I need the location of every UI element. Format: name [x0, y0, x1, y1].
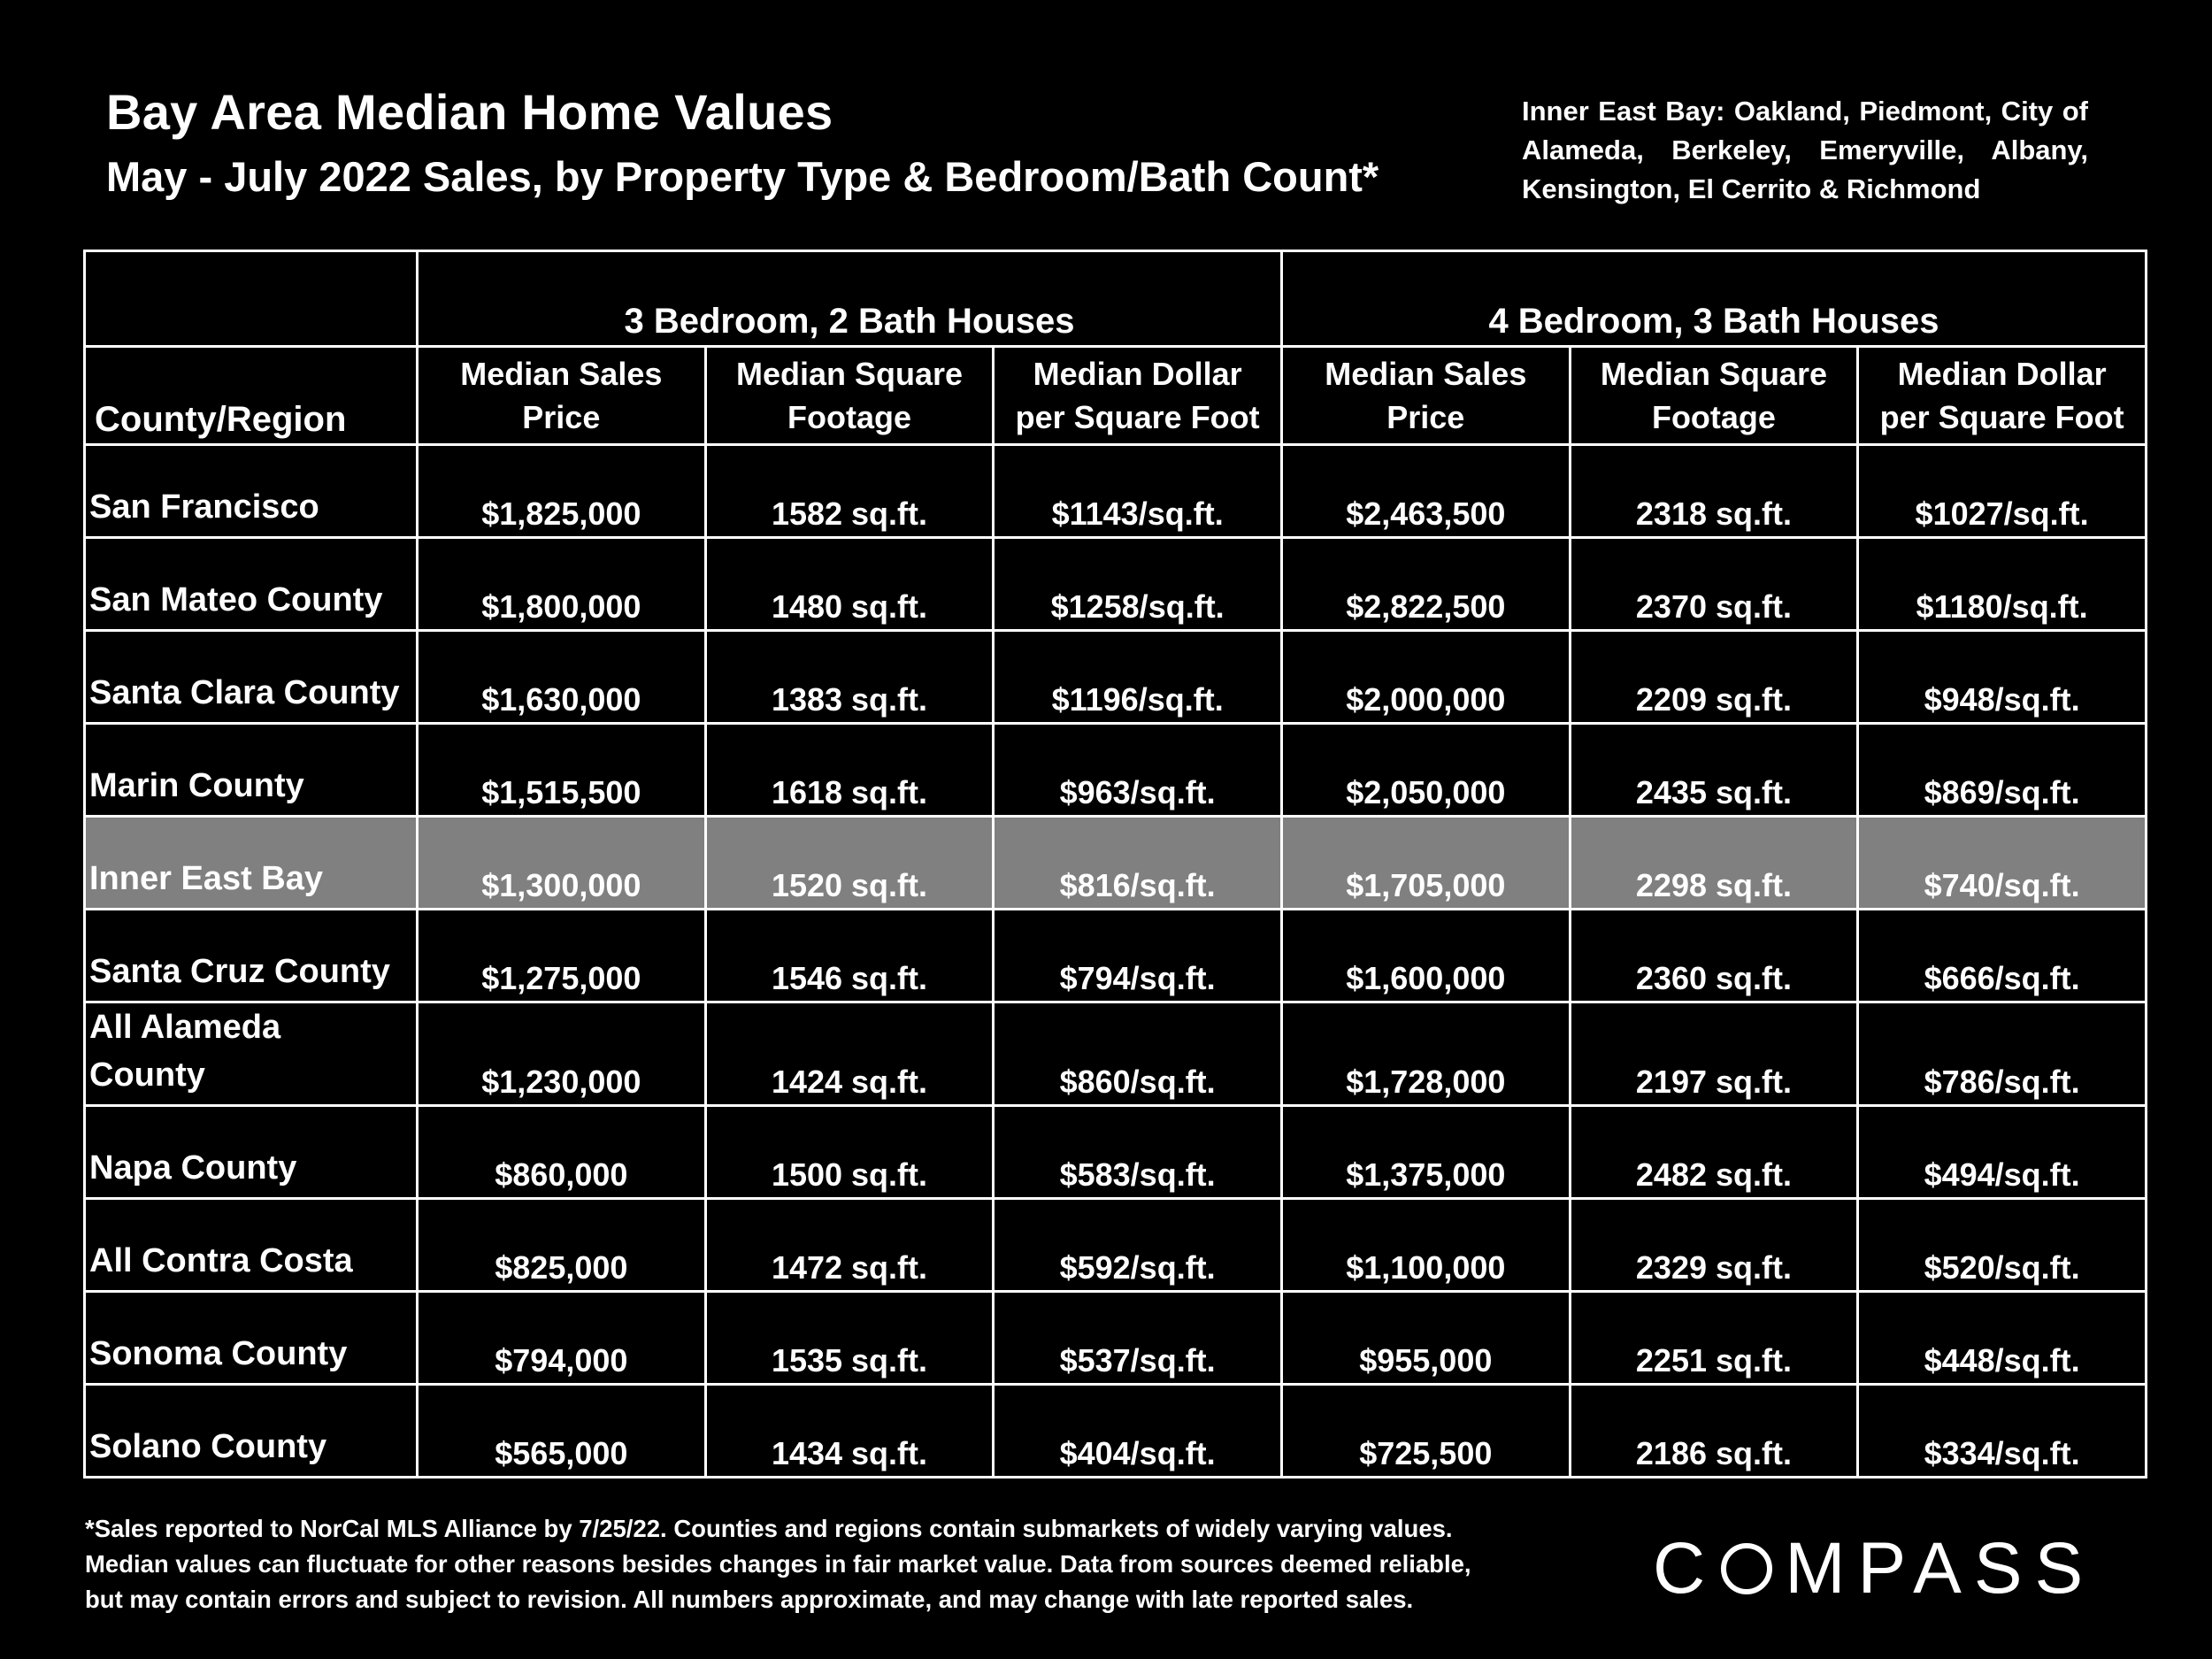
region-cell: Inner East Bay	[85, 817, 418, 910]
value-cell: $1,825,000	[418, 445, 706, 538]
column-header-line: Footage	[787, 399, 911, 435]
table-row	[85, 1385, 2147, 1478]
footnote-line: *Sales reported to NorCal MLS Alliance by 7/25/22. Counties and regions contain submarkets of widely varying values.	[85, 1515, 1453, 1542]
value-cell: $448/sq.ft.	[1858, 1292, 2147, 1385]
region-column-header: County/Region	[85, 347, 418, 445]
value-cell: 1434 sq.ft.	[705, 1385, 994, 1478]
region-cell: Napa County	[85, 1106, 418, 1199]
value-cell: 2318 sq.ft.	[1570, 445, 1858, 538]
column-header-line: Median Dollar	[1033, 356, 1242, 392]
compass-logo	[1653, 1528, 2096, 1609]
value-cell: $1,515,500	[418, 724, 706, 817]
value-cell: $869/sq.ft.	[1858, 724, 2147, 817]
value-cell: 2251 sq.ft.	[1570, 1292, 1858, 1385]
region-cell: Santa Clara County	[85, 631, 418, 724]
value-cell: 2329 sq.ft.	[1570, 1199, 1858, 1292]
logo-letters: MPASS	[1785, 1528, 2096, 1609]
value-cell: $1027/sq.ft.	[1858, 445, 2147, 538]
value-cell: $816/sq.ft.	[994, 817, 1282, 910]
value-cell: $1258/sq.ft.	[994, 538, 1282, 631]
value-cell: 2186 sq.ft.	[1570, 1385, 1858, 1478]
column-header	[1858, 347, 2147, 445]
value-cell: $666/sq.ft.	[1858, 910, 2147, 1002]
value-cell: $1,630,000	[418, 631, 706, 724]
footnote-line: but may contain errors and subject to revision. All numbers approximate, and may change with late reported sales.	[85, 1586, 1414, 1613]
value-cell: $1,728,000	[1281, 1002, 1570, 1106]
column-header-line: Median Square	[1600, 356, 1827, 392]
column-header-line: Footage	[1651, 399, 1776, 435]
value-cell: $2,463,500	[1281, 445, 1570, 538]
value-cell: $1196/sq.ft.	[994, 631, 1282, 724]
value-cell: 1618 sq.ft.	[705, 724, 994, 817]
value-cell: $1,375,000	[1281, 1106, 1570, 1199]
value-cell: $565,000	[418, 1385, 706, 1478]
value-cell: $334/sq.ft.	[1858, 1385, 2147, 1478]
table-row	[85, 724, 2147, 817]
column-header	[418, 347, 706, 445]
value-cell: $1,230,000	[418, 1002, 706, 1106]
value-cell: 2435 sq.ft.	[1570, 724, 1858, 817]
value-cell: $794/sq.ft.	[994, 910, 1282, 1002]
value-cell: 2360 sq.ft.	[1570, 910, 1858, 1002]
region-cell: Sonoma County	[85, 1292, 418, 1385]
region-note: Inner East Bay: Oakland, Piedmont, City of Alameda, Berkeley, Emeryville, Albany, Kensington, El Cerrito & Richmond	[1522, 96, 2088, 204]
column-header-line: Median Square	[735, 356, 964, 392]
table-row	[85, 1002, 2147, 1106]
value-cell: $1,300,000	[418, 817, 706, 910]
value-cell: $1,600,000	[1281, 910, 1570, 1002]
region-line: All Alameda	[89, 1009, 281, 1046]
column-header-line: per Square Foot	[1015, 399, 1260, 435]
value-cell: $786/sq.ft.	[1858, 1002, 2147, 1106]
value-cell: $592/sq.ft.	[994, 1199, 1282, 1292]
value-cell: 2197 sq.ft.	[1570, 1002, 1858, 1106]
value-cell: $1,100,000	[1281, 1199, 1570, 1292]
region-cell: All Contra Costa	[85, 1199, 418, 1292]
region-line: County	[89, 1056, 205, 1094]
group-header-3bed: 3 Bedroom, 2 Bath Houses	[418, 251, 1282, 347]
column-header-line: Median Sales	[1325, 356, 1527, 392]
value-cell: 1535 sq.ft.	[705, 1292, 994, 1385]
value-cell: 1500 sq.ft.	[705, 1106, 994, 1199]
value-cell: $1180/sq.ft.	[1858, 538, 2147, 631]
logo-o-ring	[1721, 1543, 1772, 1594]
value-cell: $494/sq.ft.	[1858, 1106, 2147, 1199]
table-row	[85, 631, 2147, 724]
region-cell: San Mateo County	[85, 538, 418, 631]
value-cell: $1,275,000	[418, 910, 706, 1002]
page-subtitle: May - July 2022 Sales, by Property Type & Bedroom/Bath Count*	[106, 153, 1379, 200]
value-cell: $2,050,000	[1281, 724, 1570, 817]
home-values-table	[83, 250, 2147, 1479]
value-cell: 2370 sq.ft.	[1570, 538, 1858, 631]
value-cell: 2482 sq.ft.	[1570, 1106, 1858, 1199]
value-cell: $948/sq.ft.	[1858, 631, 2147, 724]
value-cell: $404/sq.ft.	[994, 1385, 1282, 1478]
table-row	[85, 1199, 2147, 1292]
column-header	[994, 347, 1282, 445]
value-cell: 2209 sq.ft.	[1570, 631, 1858, 724]
region-cell	[85, 1002, 418, 1106]
column-header	[1570, 347, 1858, 445]
value-cell: $860/sq.ft.	[994, 1002, 1282, 1106]
value-cell: 1383 sq.ft.	[705, 631, 994, 724]
region-cell: Santa Cruz County	[85, 910, 418, 1002]
column-header-line: Median Dollar	[1897, 356, 2107, 392]
empty-corner-cell	[85, 251, 418, 347]
table-row	[85, 445, 2147, 538]
region-cell: Marin County	[85, 724, 418, 817]
value-cell: $825,000	[418, 1199, 706, 1292]
region-cell: Solano County	[85, 1385, 418, 1478]
value-cell: $740/sq.ft.	[1858, 817, 2147, 910]
value-cell: 1472 sq.ft.	[705, 1199, 994, 1292]
column-header-line: Price	[522, 399, 601, 435]
value-cell: 1582 sq.ft.	[705, 445, 994, 538]
value-cell: $794,000	[418, 1292, 706, 1385]
column-header-line: Price	[1386, 399, 1465, 435]
value-cell: $955,000	[1281, 1292, 1570, 1385]
value-cell: $1143/sq.ft.	[994, 445, 1282, 538]
column-header	[705, 347, 994, 445]
column-header-row	[85, 347, 2147, 445]
value-cell: 1480 sq.ft.	[705, 538, 994, 631]
group-header-4bed: 4 Bedroom, 3 Bath Houses	[1281, 251, 2146, 347]
table-row	[85, 1292, 2147, 1385]
page-title: Bay Area Median Home Values	[106, 84, 833, 140]
logo-letters: C	[1653, 1528, 1718, 1609]
value-cell: $860,000	[418, 1106, 706, 1199]
value-cell: 1520 sq.ft.	[705, 817, 994, 910]
value-cell: $725,500	[1281, 1385, 1570, 1478]
value-cell: 2298 sq.ft.	[1570, 817, 1858, 910]
group-header-row	[85, 251, 2147, 347]
value-cell: $537/sq.ft.	[994, 1292, 1282, 1385]
footnote-line: Median values can fluctuate for other reasons besides changes in fair market value. Data from sources deemed reliable,	[85, 1550, 1471, 1578]
table-row	[85, 1106, 2147, 1199]
value-cell: $2,000,000	[1281, 631, 1570, 724]
value-cell: $1,800,000	[418, 538, 706, 631]
value-cell: $2,822,500	[1281, 538, 1570, 631]
column-header-line: per Square Foot	[1879, 399, 2124, 435]
table-row	[85, 817, 2147, 910]
column-header-line: Median Sales	[460, 356, 663, 392]
value-cell: 1546 sq.ft.	[705, 910, 994, 1002]
table-row	[85, 538, 2147, 631]
region-cell: San Francisco	[85, 445, 418, 538]
footnote	[85, 1511, 1642, 1617]
value-cell: $963/sq.ft.	[994, 724, 1282, 817]
value-cell: $1,705,000	[1281, 817, 1570, 910]
table-row	[85, 910, 2147, 1002]
value-cell: $520/sq.ft.	[1858, 1199, 2147, 1292]
value-cell: $583/sq.ft.	[994, 1106, 1282, 1199]
column-header	[1281, 347, 1570, 445]
value-cell: 1424 sq.ft.	[705, 1002, 994, 1106]
